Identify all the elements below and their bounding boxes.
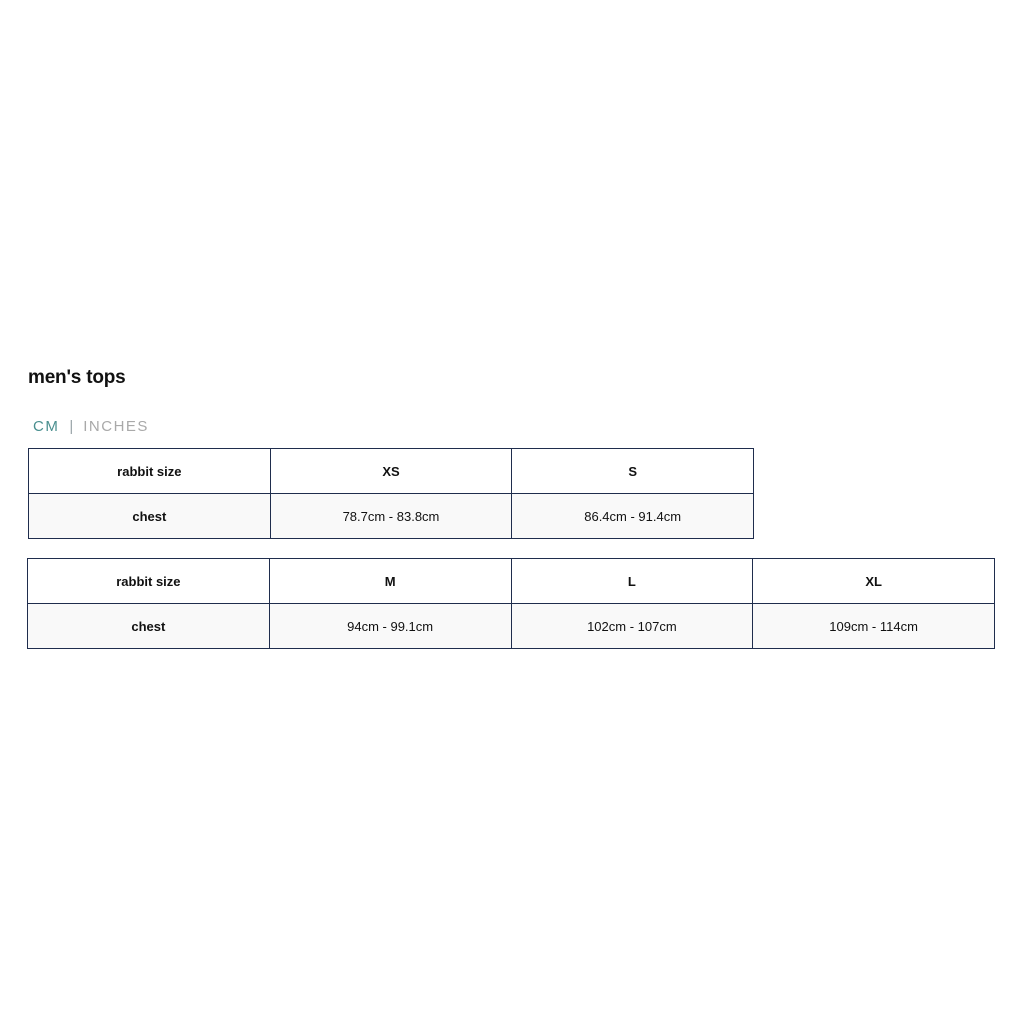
table-row-chest xyxy=(29,494,754,539)
size-table-xs-s xyxy=(28,448,754,539)
size-table-m-l-xl xyxy=(27,558,995,649)
chest-value-s: 86.4cm - 91.4cm xyxy=(512,494,754,539)
page-title: men's tops xyxy=(28,367,126,388)
table-header-row xyxy=(28,559,995,604)
size-header-l: L xyxy=(511,559,753,604)
chest-value-xl: 109cm - 114cm xyxy=(753,604,995,649)
row-label-chest: chest xyxy=(28,604,270,649)
header-label-cell: rabbit size xyxy=(29,449,271,494)
row-label-chest: chest xyxy=(29,494,271,539)
unit-separator: | xyxy=(69,418,74,435)
chest-value-m: 94cm - 99.1cm xyxy=(269,604,511,649)
unit-inches-option[interactable]: INCHES xyxy=(83,418,149,435)
table-row-chest xyxy=(28,604,995,649)
chest-value-xs: 78.7cm - 83.8cm xyxy=(270,494,512,539)
header-label-cell: rabbit size xyxy=(28,559,270,604)
size-header-s: S xyxy=(512,449,754,494)
unit-cm-option[interactable]: CM xyxy=(33,418,60,435)
unit-toggle xyxy=(33,418,149,435)
size-header-m: M xyxy=(269,559,511,604)
chest-value-l: 102cm - 107cm xyxy=(511,604,753,649)
size-header-xs: XS xyxy=(270,449,512,494)
table-header-row xyxy=(29,449,754,494)
size-header-xl: XL xyxy=(753,559,995,604)
